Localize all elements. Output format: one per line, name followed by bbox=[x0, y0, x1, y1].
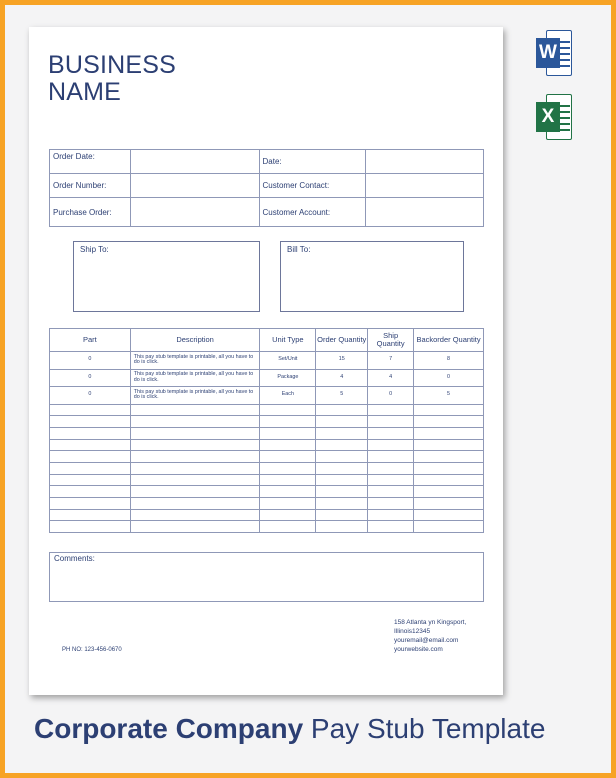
table-cell[interactable] bbox=[130, 427, 260, 439]
order-number-field[interactable] bbox=[130, 174, 259, 198]
table-row bbox=[50, 451, 484, 463]
table-cell[interactable] bbox=[414, 509, 484, 521]
table-row bbox=[50, 416, 484, 428]
table-cell[interactable] bbox=[414, 427, 484, 439]
items-header-0: Part bbox=[50, 329, 131, 352]
table-cell[interactable] bbox=[50, 498, 131, 510]
table-row bbox=[50, 427, 484, 439]
date-label: Date: bbox=[259, 150, 366, 174]
bill-to-box[interactable] bbox=[280, 241, 464, 312]
table-cell[interactable] bbox=[130, 509, 260, 521]
table-cell[interactable] bbox=[316, 462, 368, 474]
table-cell[interactable]: 0 bbox=[50, 369, 131, 387]
table-cell[interactable] bbox=[316, 521, 368, 533]
table-cell[interactable]: This pay stub template is printable, all you have to do is click. bbox=[130, 387, 260, 405]
table-cell[interactable] bbox=[414, 521, 484, 533]
table-cell[interactable] bbox=[130, 439, 260, 451]
table-cell[interactable] bbox=[130, 498, 260, 510]
table-row bbox=[50, 439, 484, 451]
table-cell[interactable] bbox=[50, 521, 131, 533]
address-email: youremail@email.com bbox=[394, 637, 459, 644]
table-cell[interactable] bbox=[316, 509, 368, 521]
table-cell[interactable]: Set/Unit bbox=[260, 352, 316, 370]
table-cell[interactable] bbox=[260, 486, 316, 498]
bill-to-label: Bill To: bbox=[287, 245, 311, 254]
table-cell[interactable] bbox=[368, 498, 414, 510]
address-line1: 158 Atlanta yn Kingsport, bbox=[394, 619, 467, 626]
table-cell[interactable] bbox=[50, 416, 131, 428]
table-cell[interactable] bbox=[368, 521, 414, 533]
customer-account-field[interactable] bbox=[366, 198, 484, 227]
order-date-label: Order Date: bbox=[50, 150, 131, 174]
table-cell[interactable] bbox=[50, 486, 131, 498]
table-cell[interactable] bbox=[316, 486, 368, 498]
table-cell[interactable] bbox=[316, 451, 368, 463]
table-cell[interactable] bbox=[368, 427, 414, 439]
table-cell[interactable]: 4 bbox=[316, 369, 368, 387]
table-cell[interactable]: This pay stub template is printable, all you have to do is click. bbox=[130, 352, 260, 370]
table-cell[interactable]: 7 bbox=[368, 352, 414, 370]
table-cell[interactable] bbox=[130, 416, 260, 428]
business-name bbox=[48, 52, 176, 106]
table-cell[interactable] bbox=[368, 462, 414, 474]
business-name-line1: BUSINESS bbox=[48, 51, 177, 79]
table-cell[interactable]: 0 bbox=[50, 352, 131, 370]
table-cell[interactable]: 8 bbox=[414, 352, 484, 370]
purchase-order-field[interactable] bbox=[130, 198, 259, 227]
customer-contact-label: Customer Contact: bbox=[259, 174, 366, 198]
table-cell[interactable] bbox=[368, 486, 414, 498]
table-cell[interactable] bbox=[260, 427, 316, 439]
table-cell[interactable] bbox=[260, 462, 316, 474]
page-caption bbox=[34, 713, 545, 745]
table-cell[interactable] bbox=[368, 474, 414, 486]
excel-icon[interactable]: X bbox=[536, 94, 572, 140]
table-cell[interactable] bbox=[316, 427, 368, 439]
customer-contact-field[interactable] bbox=[366, 174, 484, 198]
table-cell[interactable] bbox=[50, 427, 131, 439]
table-cell[interactable] bbox=[368, 416, 414, 428]
table-cell[interactable] bbox=[316, 498, 368, 510]
table-cell[interactable] bbox=[260, 498, 316, 510]
comments-label: Comments: bbox=[54, 554, 95, 563]
page-frame bbox=[5, 5, 611, 773]
table-row bbox=[50, 462, 484, 474]
table-cell[interactable] bbox=[50, 451, 131, 463]
ship-to-label: Ship To: bbox=[80, 245, 109, 254]
table-cell[interactable]: 5 bbox=[316, 387, 368, 405]
items-header-4: Ship Quantity bbox=[368, 329, 414, 352]
table-cell[interactable] bbox=[130, 462, 260, 474]
table-row bbox=[50, 486, 484, 498]
table-cell[interactable] bbox=[130, 451, 260, 463]
table-cell[interactable] bbox=[260, 451, 316, 463]
table-cell[interactable] bbox=[368, 451, 414, 463]
table-cell[interactable] bbox=[316, 416, 368, 428]
table-cell[interactable] bbox=[368, 509, 414, 521]
business-name-line2: NAME bbox=[48, 78, 122, 106]
table-cell[interactable] bbox=[260, 509, 316, 521]
items-table bbox=[49, 328, 484, 533]
table-row bbox=[50, 352, 484, 370]
table-cell[interactable] bbox=[414, 486, 484, 498]
table-row bbox=[50, 474, 484, 486]
table-cell[interactable] bbox=[316, 439, 368, 451]
order-number-label: Order Number: bbox=[50, 174, 131, 198]
table-row bbox=[50, 509, 484, 521]
table-cell[interactable]: 5 bbox=[414, 387, 484, 405]
purchase-order-label: Purchase Order: bbox=[50, 198, 131, 227]
table-cell[interactable] bbox=[316, 404, 368, 416]
table-cell[interactable] bbox=[260, 439, 316, 451]
table-cell[interactable] bbox=[130, 486, 260, 498]
table-cell[interactable] bbox=[50, 509, 131, 521]
table-cell[interactable] bbox=[260, 474, 316, 486]
ship-to-box[interactable] bbox=[73, 241, 260, 312]
date-field[interactable] bbox=[366, 150, 484, 174]
table-cell[interactable] bbox=[414, 404, 484, 416]
table-cell[interactable]: 0 bbox=[368, 387, 414, 405]
table-cell[interactable] bbox=[316, 474, 368, 486]
table-cell[interactable] bbox=[260, 404, 316, 416]
table-row bbox=[50, 404, 484, 416]
table-cell[interactable] bbox=[414, 451, 484, 463]
order-info-table bbox=[49, 149, 484, 227]
table-cell[interactable]: Package bbox=[260, 369, 316, 387]
table-cell[interactable] bbox=[260, 416, 316, 428]
items-header-2: Unit Type bbox=[260, 329, 316, 352]
table-cell[interactable] bbox=[50, 462, 131, 474]
table-cell[interactable] bbox=[414, 416, 484, 428]
table-cell[interactable]: 4 bbox=[368, 369, 414, 387]
table-cell[interactable] bbox=[414, 439, 484, 451]
caption-regular: Pay Stub Template bbox=[303, 713, 546, 744]
caption-bold: Corporate Company bbox=[34, 713, 304, 744]
word-icon[interactable]: W bbox=[536, 30, 572, 76]
customer-account-label: Customer Account: bbox=[259, 198, 366, 227]
table-row bbox=[50, 369, 484, 387]
comments-box[interactable] bbox=[49, 552, 484, 602]
order-date-field[interactable] bbox=[130, 150, 259, 174]
items-header-row bbox=[50, 329, 484, 352]
table-cell[interactable] bbox=[368, 439, 414, 451]
table-cell[interactable] bbox=[50, 439, 131, 451]
table-cell[interactable]: This pay stub template is printable, all you have to do is click. bbox=[130, 369, 260, 387]
table-row bbox=[50, 498, 484, 510]
table-cell[interactable] bbox=[260, 521, 316, 533]
table-cell[interactable] bbox=[414, 462, 484, 474]
table-row bbox=[50, 387, 484, 405]
table-row bbox=[50, 521, 484, 533]
table-cell[interactable]: 0 bbox=[414, 369, 484, 387]
table-cell[interactable]: Each bbox=[260, 387, 316, 405]
address-line2: Illinois12345 bbox=[394, 628, 431, 635]
table-cell[interactable] bbox=[50, 474, 131, 486]
address-website: yourwebsite.com bbox=[394, 646, 443, 653]
document-sheet bbox=[29, 27, 503, 695]
table-cell[interactable] bbox=[130, 474, 260, 486]
company-address bbox=[394, 618, 466, 654]
table-cell[interactable]: 15 bbox=[316, 352, 368, 370]
table-cell[interactable] bbox=[368, 404, 414, 416]
table-cell[interactable] bbox=[414, 474, 484, 486]
table-cell[interactable]: 0 bbox=[50, 387, 131, 405]
table-cell[interactable] bbox=[414, 498, 484, 510]
phone-number: PH NO: 123-456-0670 bbox=[62, 647, 122, 653]
table-cell[interactable] bbox=[50, 404, 131, 416]
items-header-1: Description bbox=[130, 329, 260, 352]
table-cell[interactable] bbox=[130, 521, 260, 533]
items-header-3: Order Quantity bbox=[316, 329, 368, 352]
table-cell[interactable] bbox=[130, 404, 260, 416]
items-header-5: Backorder Quantity bbox=[414, 329, 484, 352]
